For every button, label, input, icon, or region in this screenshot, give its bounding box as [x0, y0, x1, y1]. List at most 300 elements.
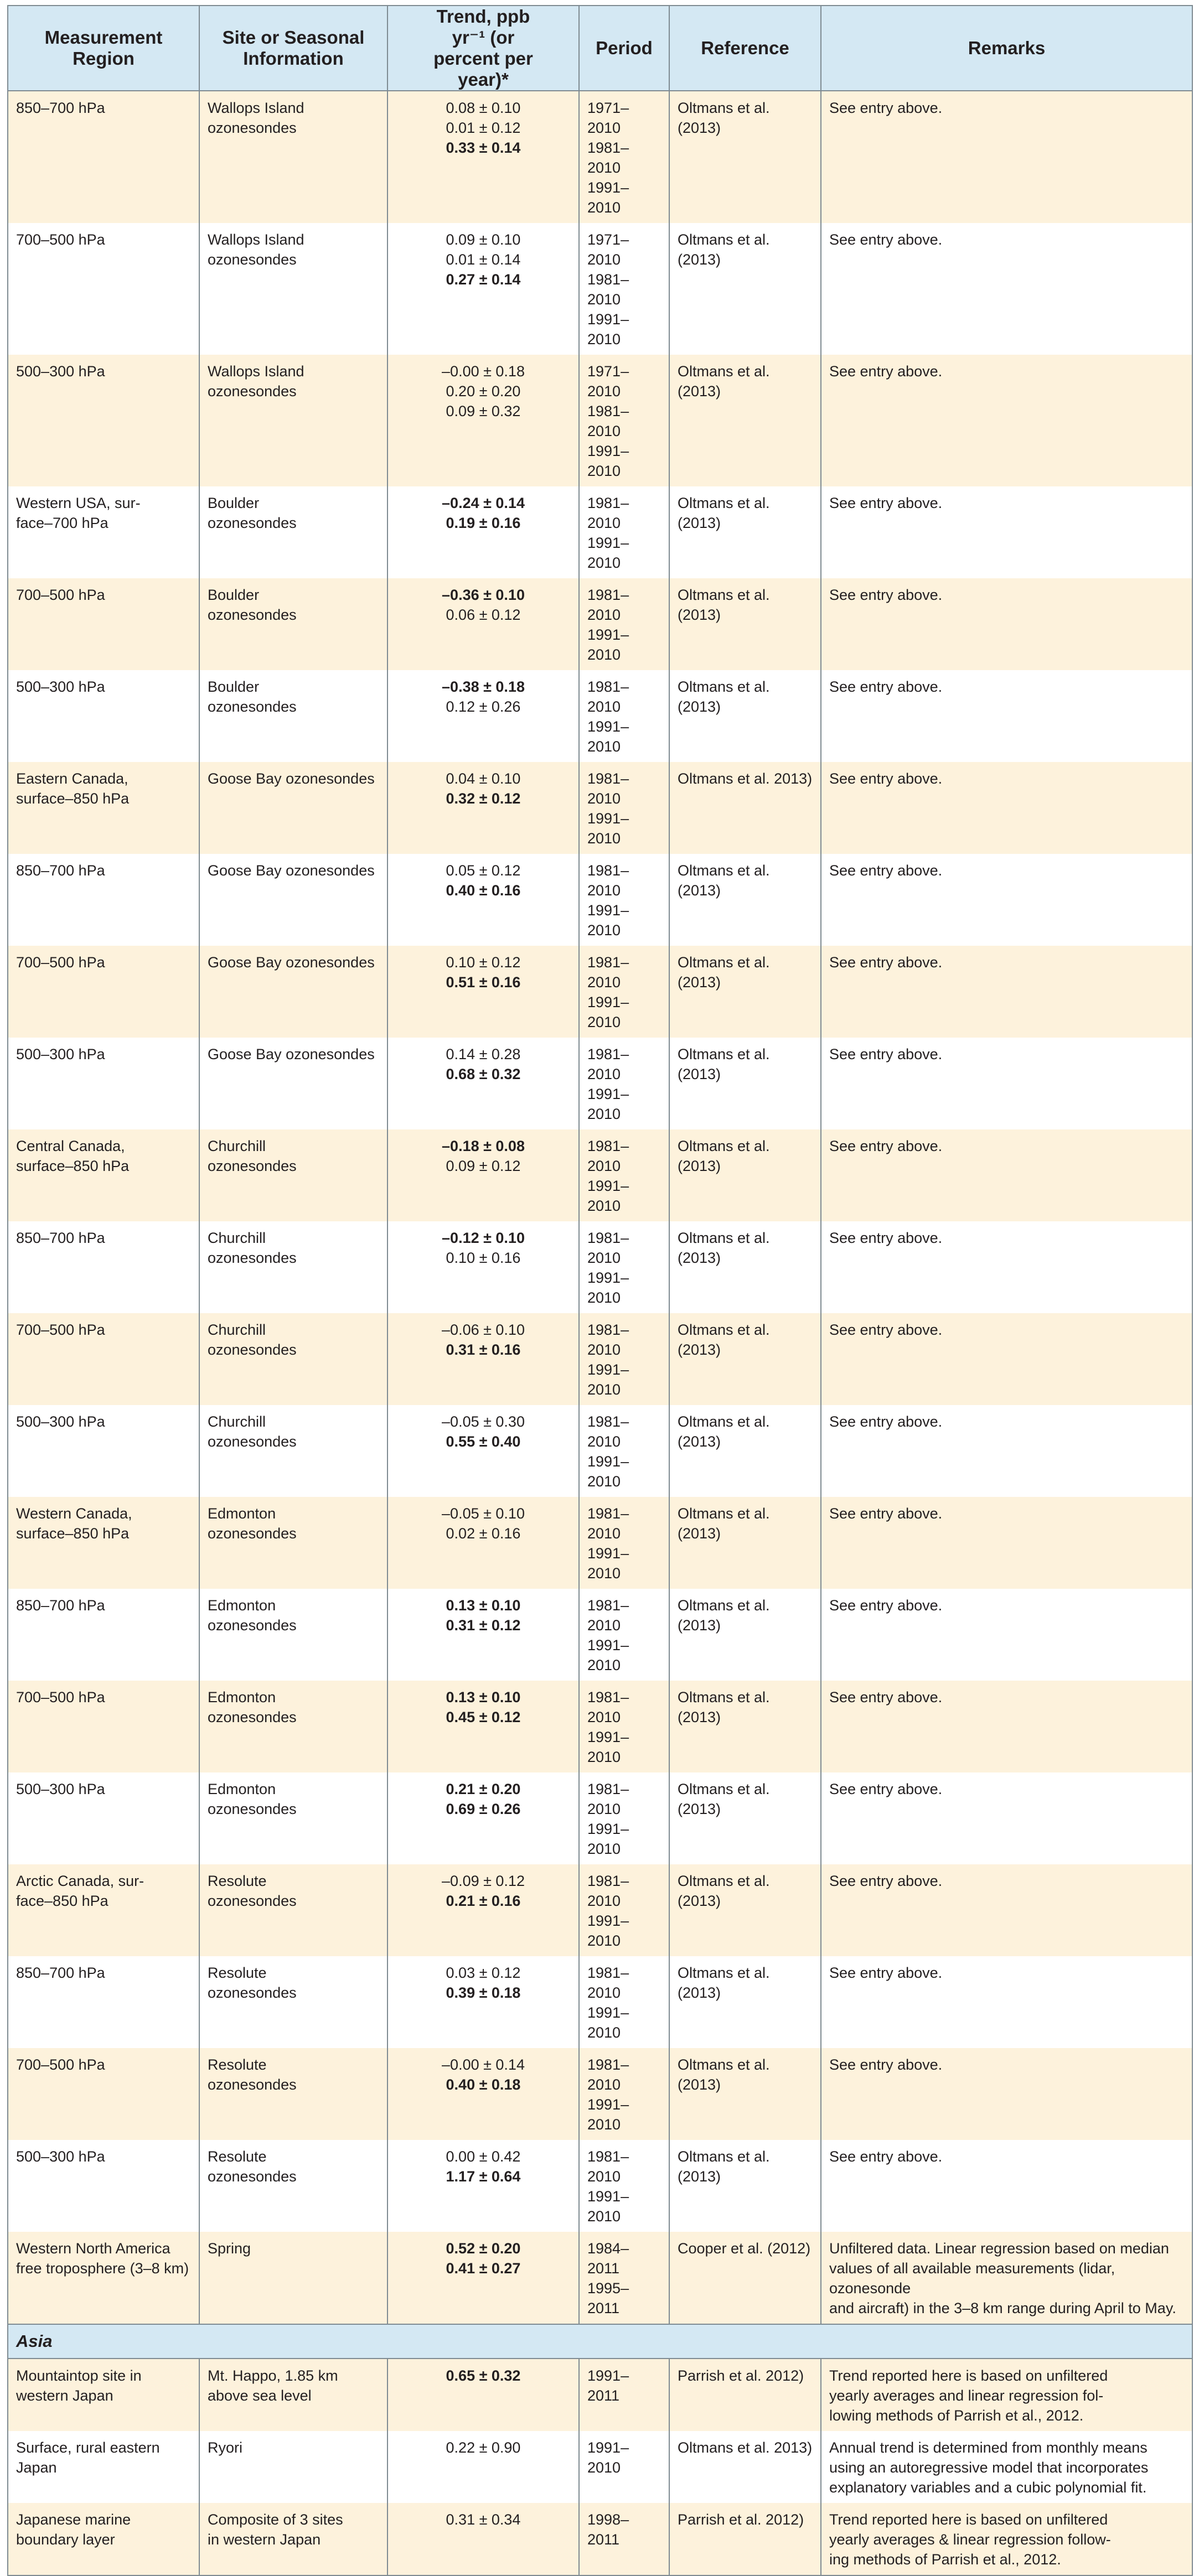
- period-text: 1991–2010: [587, 1637, 629, 1673]
- reference-cell: Parrish et al. 2012): [669, 2359, 821, 2431]
- site-text: ozonesondes: [208, 1525, 297, 1542]
- table-row: [8, 1864, 1192, 1956]
- trend-value: 0.32 ± 0.12: [446, 790, 521, 807]
- region-text: Eastern Canada,: [16, 770, 128, 787]
- period-text: 1991–2010: [587, 902, 629, 939]
- site-text: ozonesondes: [208, 251, 297, 268]
- site-cell: [199, 1497, 387, 1589]
- remarks-cell: [821, 355, 1192, 486]
- table-row: [8, 2431, 1192, 2503]
- region-cell: [8, 355, 199, 486]
- region-cell: [8, 1864, 199, 1956]
- remarks-text: See entry above.: [829, 1413, 943, 1430]
- period-text: 1991–2010: [587, 810, 629, 847]
- remarks-text: See entry above.: [829, 1597, 943, 1614]
- reference-cell: Oltmans et al. (2013): [669, 1497, 821, 1589]
- period-text: 1981–2010: [587, 1413, 629, 1450]
- table-row: [8, 1313, 1192, 1405]
- trend-value: 0.21 ± 0.16: [446, 1893, 521, 1909]
- period-text: 1981–2010: [587, 495, 629, 531]
- site-text: Goose Bay ozonesondes: [208, 770, 375, 787]
- remarks-text: lowing methods of Parrish et al., 2012.: [829, 2407, 1084, 2424]
- period-text: 1991–2010: [587, 2096, 629, 2133]
- trend-cell: [387, 1589, 579, 1681]
- period-text: 1995–2011: [587, 2280, 629, 2316]
- region-text: free troposphere (3–8 km): [16, 2260, 189, 2277]
- remarks-cell: [821, 223, 1192, 355]
- reference-cell: Oltmans et al. (2013): [669, 2140, 821, 2232]
- period-text: 1981–2010: [587, 587, 629, 623]
- trend-cell: [387, 2503, 579, 2575]
- trend-value: 0.68 ± 0.32: [446, 1066, 521, 1082]
- trend-value: 0.40 ± 0.16: [446, 882, 521, 899]
- site-text: ozonesondes: [208, 1893, 297, 1909]
- reference-cell: Oltmans et al. (2013): [669, 223, 821, 355]
- site-text: Resolute: [208, 1965, 267, 1981]
- trend-cell: [387, 1681, 579, 1772]
- period-text: 1971–2010: [587, 231, 629, 268]
- trend-value: 0.09 ± 0.12: [446, 1158, 521, 1174]
- trend-value: –0.06 ± 0.10: [442, 1321, 525, 1338]
- trend-value: 0.05 ± 0.12: [446, 862, 521, 879]
- site-cell: [199, 2431, 387, 2503]
- remarks-text: Annual trend is determined from monthly means: [829, 2439, 1148, 2456]
- period-text: 1981–2010: [587, 271, 629, 308]
- period-text: 1981–2010: [587, 403, 629, 439]
- remarks-text: yearly averages & linear regression follow-: [829, 2531, 1111, 2548]
- site-text: Wallops Island: [208, 100, 304, 116]
- region-cell: [8, 1129, 199, 1221]
- period-cell: [579, 1221, 669, 1313]
- trend-cell: [387, 223, 579, 355]
- region-text: Surface, rural eastern Japan: [16, 2439, 160, 2476]
- site-cell: [199, 1681, 387, 1772]
- period-cell: [579, 1497, 669, 1589]
- period-text: 1998–2011: [587, 2511, 629, 2548]
- site-text: Goose Bay ozonesondes: [208, 862, 375, 879]
- remarks-text: See entry above.: [829, 770, 943, 787]
- region-cell: [8, 578, 199, 670]
- trend-value: –0.12 ± 0.10: [442, 1230, 525, 1246]
- site-text: Mt. Happo, 1.85 km: [208, 2367, 338, 2384]
- region-text: surface–850 hPa: [16, 790, 130, 807]
- region-text: Central Canada,: [16, 1138, 125, 1154]
- remarks-text: See entry above.: [829, 587, 943, 603]
- region-text: face–850 hPa: [16, 1893, 108, 1909]
- trend-cell: [387, 670, 579, 762]
- remarks-text: using an autoregressive model that incorporates: [829, 2459, 1149, 2476]
- period-cell: [579, 1129, 669, 1221]
- region-text: Western North America: [16, 2240, 170, 2257]
- remarks-text: See entry above.: [829, 1321, 943, 1338]
- period-cell: [579, 355, 669, 486]
- region-text: 700–500 hPa: [16, 2056, 105, 2073]
- remarks-text: See entry above.: [829, 231, 943, 248]
- trend-value: 0.31 ± 0.16: [446, 1341, 521, 1358]
- period-text: 1991–2010: [587, 1545, 629, 1582]
- period-cell: [579, 2359, 669, 2431]
- site-text: ozonesondes: [208, 1250, 297, 1266]
- table-row: [8, 2232, 1192, 2324]
- region-cell: [8, 2140, 199, 2232]
- trend-value: –0.18 ± 0.08: [442, 1138, 525, 1154]
- period-text: 1991–2010: [587, 626, 629, 663]
- period-text: 1991–2010: [587, 1178, 629, 1214]
- period-cell: [579, 1681, 669, 1772]
- table-row: [8, 762, 1192, 854]
- region-cell: [8, 91, 199, 223]
- region-text: 850–700 hPa: [16, 1230, 105, 1246]
- period-cell: [579, 2503, 669, 2575]
- remarks-cell: [821, 1772, 1192, 1864]
- site-text: Resolute: [208, 2148, 267, 2165]
- table-row: [8, 1405, 1192, 1497]
- period-text: 1981–2010: [587, 770, 629, 807]
- period-cell: [579, 2048, 669, 2140]
- site-cell: [199, 1038, 387, 1129]
- trend-value: –0.05 ± 0.10: [442, 1505, 525, 1522]
- period-text: 1991–2010: [587, 1912, 629, 1949]
- trend-cell: [387, 1129, 579, 1221]
- period-text: 1981–2010: [587, 139, 629, 176]
- site-text: ozonesondes: [208, 1617, 297, 1634]
- remarks-text: See entry above.: [829, 862, 943, 879]
- site-cell: [199, 2359, 387, 2431]
- site-cell: [199, 2232, 387, 2324]
- trend-value: 0.14 ± 0.28: [446, 1046, 521, 1062]
- remarks-cell: [821, 1497, 1192, 1589]
- site-text: Boulder: [208, 587, 260, 603]
- period-cell: [579, 1956, 669, 2048]
- remarks-cell: [821, 1681, 1192, 1772]
- table-row: [8, 2503, 1192, 2575]
- region-text: 500–300 hPa: [16, 363, 105, 380]
- region-text: 500–300 hPa: [16, 678, 105, 695]
- table-row: [8, 486, 1192, 578]
- trend-value: 0.65 ± 0.32: [446, 2367, 521, 2384]
- period-text: 1984–2011: [587, 2240, 629, 2277]
- remarks-text: and aircraft) in the 3–8 km range during April to May.: [829, 2300, 1176, 2316]
- trend-value: –0.05 ± 0.30: [442, 1413, 525, 1430]
- site-text: ozonesondes: [208, 1433, 297, 1450]
- trend-value: 0.27 ± 0.14: [446, 271, 521, 288]
- period-cell: [579, 223, 669, 355]
- remarks-text: yearly averages and linear regression fol-: [829, 2387, 1104, 2404]
- remarks-cell: [821, 670, 1192, 762]
- region-text: 500–300 hPa: [16, 1046, 105, 1062]
- reference-cell: Oltmans et al. (2013): [669, 670, 821, 762]
- reference-cell: Oltmans et al. (2013): [669, 946, 821, 1038]
- site-text: ozonesondes: [208, 1984, 297, 2001]
- table-row: [8, 1589, 1192, 1681]
- region-text: 850–700 hPa: [16, 862, 105, 879]
- reference-cell: Oltmans et al. (2013): [669, 1681, 821, 1772]
- trend-cell: [387, 1772, 579, 1864]
- region-text: 850–700 hPa: [16, 100, 105, 116]
- trend-cell: [387, 1405, 579, 1497]
- site-text: ozonesondes: [208, 2168, 297, 2185]
- header-remarks: Remarks: [821, 6, 1192, 91]
- period-cell: [579, 2232, 669, 2324]
- trend-value: –0.09 ± 0.12: [442, 1873, 525, 1889]
- header-row: [8, 6, 1192, 91]
- trend-cell: [387, 2232, 579, 2324]
- trend-cell: [387, 1864, 579, 1956]
- header-site-info: Site or Seasonal Information: [199, 6, 387, 91]
- table-row: [8, 946, 1192, 1038]
- site-text: ozonesondes: [208, 515, 297, 531]
- period-text: 1991–2010: [587, 2004, 629, 2041]
- trend-value: 0.06 ± 0.12: [446, 607, 521, 623]
- site-text: Churchill: [208, 1230, 266, 1246]
- region-cell: [8, 2359, 199, 2431]
- site-cell: [199, 1772, 387, 1864]
- site-cell: [199, 1864, 387, 1956]
- trend-value: 0.55 ± 0.40: [446, 1433, 521, 1450]
- site-cell: [199, 2503, 387, 2575]
- trend-cell: [387, 946, 579, 1038]
- trend-cell: [387, 1497, 579, 1589]
- region-text: Mountaintop site in: [16, 2367, 142, 2384]
- region-text: 700–500 hPa: [16, 231, 105, 248]
- region-cell: [8, 1589, 199, 1681]
- trend-value: –0.24 ± 0.14: [442, 495, 525, 511]
- region-cell: [8, 1313, 199, 1405]
- trend-cell: [387, 2359, 579, 2431]
- period-cell: [579, 670, 669, 762]
- remarks-cell: [821, 1956, 1192, 2048]
- remarks-cell: [821, 1405, 1192, 1497]
- site-cell: [199, 1405, 387, 1497]
- section-row-asia: [8, 2324, 1192, 2359]
- site-text: Wallops Island: [208, 363, 304, 380]
- trend-value: 0.10 ± 0.16: [446, 1250, 521, 1266]
- site-text: Resolute: [208, 2056, 267, 2073]
- remarks-cell: [821, 2431, 1192, 2503]
- site-text: Edmonton: [208, 1689, 276, 1706]
- trend-value: 0.39 ± 0.18: [446, 1984, 521, 2001]
- trend-cell: [387, 578, 579, 670]
- trend-value: –0.00 ± 0.14: [442, 2056, 525, 2073]
- region-text: Arctic Canada, sur-: [16, 1873, 144, 1889]
- remarks-text: See entry above.: [829, 1965, 943, 1981]
- trend-value: 0.45 ± 0.12: [446, 1709, 521, 1725]
- trend-value: 0.31 ± 0.12: [446, 1617, 521, 1634]
- trend-value: 1.17 ± 0.64: [446, 2168, 521, 2185]
- period-text: 1981–2010: [587, 1046, 629, 1082]
- trend-value: 0.00 ± 0.42: [446, 2148, 521, 2165]
- trend-cell: [387, 854, 579, 946]
- site-cell: [199, 578, 387, 670]
- site-cell: [199, 762, 387, 854]
- remarks-text: See entry above.: [829, 1781, 943, 1797]
- site-cell: [199, 854, 387, 946]
- remarks-cell: [821, 578, 1192, 670]
- period-cell: [579, 1313, 669, 1405]
- ozone-trend-table: [7, 5, 1193, 2576]
- region-cell: [8, 223, 199, 355]
- trend-value: 0.52 ± 0.20: [446, 2240, 521, 2257]
- site-text: ozonesondes: [208, 1341, 297, 1358]
- remarks-cell: [821, 2140, 1192, 2232]
- region-cell: [8, 946, 199, 1038]
- site-cell: [199, 91, 387, 223]
- trend-cell: [387, 2140, 579, 2232]
- section-title: Asia: [8, 2324, 1192, 2359]
- site-text: Edmonton: [208, 1505, 276, 1522]
- region-cell: [8, 486, 199, 578]
- trend-cell: [387, 1956, 579, 2048]
- site-text: Ryori: [208, 2439, 243, 2456]
- period-text: 1991–2010: [587, 1269, 629, 1306]
- reference-cell: Oltmans et al. (2013): [669, 1038, 821, 1129]
- table-row: [8, 1497, 1192, 1589]
- region-cell: [8, 1956, 199, 2048]
- region-text: Western Canada,: [16, 1505, 132, 1522]
- trend-value: 0.20 ± 0.20: [446, 383, 521, 400]
- reference-cell: Oltmans et al. 2013): [669, 2431, 821, 2503]
- trend-cell: [387, 486, 579, 578]
- site-cell: [199, 670, 387, 762]
- remarks-text: See entry above.: [829, 1230, 943, 1246]
- reference-cell: Oltmans et al. (2013): [669, 355, 821, 486]
- period-cell: [579, 486, 669, 578]
- remarks-cell: [821, 486, 1192, 578]
- table-row: [8, 1221, 1192, 1313]
- period-text: 1981–2010: [587, 678, 629, 715]
- site-text: ozonesondes: [208, 120, 297, 136]
- site-text: ozonesondes: [208, 1709, 297, 1725]
- region-cell: [8, 762, 199, 854]
- period-text: 1971–2010: [587, 100, 629, 136]
- region-text: Japanese marine: [16, 2511, 131, 2528]
- remarks-cell: [821, 1313, 1192, 1405]
- reference-cell: Oltmans et al. (2013): [669, 91, 821, 223]
- reference-cell: Oltmans et al. (2013): [669, 854, 821, 946]
- period-cell: [579, 2140, 669, 2232]
- site-text: ozonesondes: [208, 1801, 297, 1817]
- site-text: Composite of 3 sites: [208, 2511, 343, 2528]
- site-text: Spring: [208, 2240, 251, 2257]
- table-row: [8, 223, 1192, 355]
- trend-cell: [387, 355, 579, 486]
- remarks-text: explanatory variables and a cubic polynomial fit.: [829, 2479, 1147, 2496]
- region-text: 850–700 hPa: [16, 1965, 105, 1981]
- site-text: Churchill: [208, 1413, 266, 1430]
- trend-cell: [387, 2431, 579, 2503]
- region-cell: [8, 1221, 199, 1313]
- reference-cell: Oltmans et al. (2013): [669, 1221, 821, 1313]
- remarks-text: See entry above.: [829, 1138, 943, 1154]
- period-cell: [579, 1772, 669, 1864]
- reference-cell: Oltmans et al. (2013): [669, 578, 821, 670]
- header-measurement-region: Measurement Region: [8, 6, 199, 91]
- region-text: 700–500 hPa: [16, 587, 105, 603]
- period-text: 1981–2010: [587, 2148, 629, 2185]
- period-text: 1991–2010: [587, 2188, 629, 2225]
- remarks-cell: [821, 1221, 1192, 1313]
- remarks-text: See entry above.: [829, 1873, 943, 1889]
- region-cell: [8, 2431, 199, 2503]
- site-cell: [199, 1956, 387, 2048]
- remarks-cell: [821, 1864, 1192, 1956]
- reference-cell: Oltmans et al. (2013): [669, 1129, 821, 1221]
- site-text: Churchill: [208, 1321, 266, 1338]
- remarks-cell: [821, 2048, 1192, 2140]
- period-text: 1981–2010: [587, 862, 629, 899]
- period-text: 1991–2010: [587, 443, 629, 479]
- region-text: Western USA, sur-: [16, 495, 141, 511]
- site-cell: [199, 1589, 387, 1681]
- region-text: 700–500 hPa: [16, 1321, 105, 1338]
- reference-cell: Oltmans et al. (2013): [669, 1589, 821, 1681]
- reference-cell: Oltmans et al. (2013): [669, 486, 821, 578]
- period-text: 1981–2010: [587, 1230, 629, 1266]
- period-text: 1991–2010: [587, 2439, 629, 2476]
- region-cell: [8, 2048, 199, 2140]
- period-text: 1991–2010: [587, 1729, 629, 1765]
- site-text: ozonesondes: [208, 698, 297, 715]
- region-cell: [8, 2232, 199, 2324]
- trend-value: 0.03 ± 0.12: [446, 1965, 521, 1981]
- site-text: ozonesondes: [208, 2076, 297, 2093]
- site-cell: [199, 1221, 387, 1313]
- table-row: [8, 91, 1192, 223]
- trend-value: 0.19 ± 0.16: [446, 515, 521, 531]
- remarks-cell: [821, 1129, 1192, 1221]
- period-text: 1991–2010: [587, 994, 629, 1030]
- table-row: [8, 578, 1192, 670]
- region-text: surface–850 hPa: [16, 1158, 130, 1174]
- table-row: [8, 1129, 1192, 1221]
- site-text: Boulder: [208, 495, 260, 511]
- period-cell: [579, 1405, 669, 1497]
- site-cell: [199, 355, 387, 486]
- remarks-text: See entry above.: [829, 1046, 943, 1062]
- period-text: 1981–2010: [587, 1781, 629, 1817]
- region-text: western Japan: [16, 2387, 113, 2404]
- trend-value: 0.04 ± 0.10: [446, 770, 521, 787]
- period-text: 1991–2010: [587, 1361, 629, 1398]
- trend-value: 0.08 ± 0.10: [446, 100, 521, 116]
- table-row: [8, 2048, 1192, 2140]
- period-cell: [579, 91, 669, 223]
- remarks-cell: [821, 854, 1192, 946]
- trend-value: 0.10 ± 0.12: [446, 954, 521, 971]
- trend-value: 0.22 ± 0.90: [446, 2439, 521, 2456]
- table-header: [8, 6, 1192, 91]
- period-cell: [579, 1864, 669, 1956]
- site-cell: [199, 2048, 387, 2140]
- remarks-text: See entry above.: [829, 1689, 943, 1706]
- period-text: 1991–2010: [587, 1821, 629, 1857]
- period-text: 1991–2010: [587, 1453, 629, 1490]
- trend-cell: [387, 91, 579, 223]
- header-trend: Trend, ppb yr⁻¹ (or percent per year)*: [387, 6, 579, 91]
- remarks-text: See entry above.: [829, 2148, 943, 2165]
- site-cell: [199, 946, 387, 1038]
- trend-value: 0.69 ± 0.26: [446, 1801, 521, 1817]
- period-text: 1981–2010: [587, 1505, 629, 1542]
- site-cell: [199, 2140, 387, 2232]
- site-text: Edmonton: [208, 1597, 276, 1614]
- remarks-text: values of all available measurements (lidar, ozonesonde: [829, 2260, 1115, 2297]
- remarks-text: See entry above.: [829, 495, 943, 511]
- trend-value: 0.13 ± 0.10: [446, 1689, 521, 1706]
- period-text: 1981–2010: [587, 1965, 629, 2001]
- remarks-cell: [821, 2503, 1192, 2575]
- period-text: 1981–2010: [587, 2056, 629, 2093]
